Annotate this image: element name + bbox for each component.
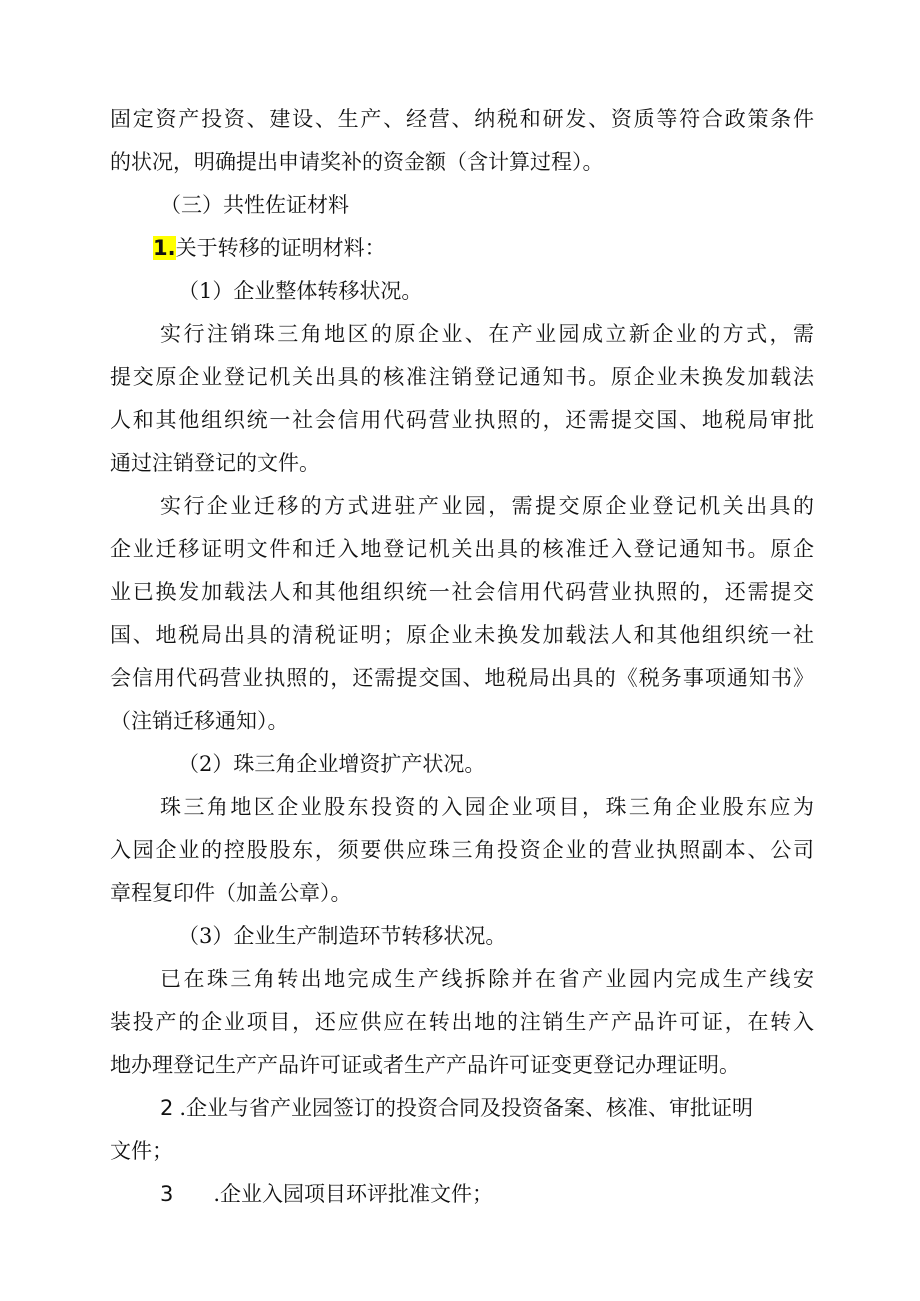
body-text-line: 地办理登记生产产品许可证或者生产产品许可证变更登记办理证明。 (110, 1053, 740, 1077)
section-heading: （三）共性佐证材料 (160, 193, 349, 217)
body-text-line: 入园企业的控股股东，须要供应珠三角投资企业的营业执照副本、公司 (110, 838, 814, 862)
highlighted-number: 1. (153, 236, 176, 260)
body-text-line: 文件； (110, 1139, 173, 1163)
body-text-line: 通过注销登记的文件。 (110, 451, 320, 475)
body-text-line: 提交原企业登记机关出具的核准注销登记通知书。原企业未换发加载法 (110, 365, 814, 389)
body-text-line: 企业迁移证明文件和迁入地登记机关出具的核准迁入登记通知书。原企 (110, 537, 814, 561)
body-text-line: 会信用代码营业执照的，还需提交国、地税局出具的《税务事项通知书》 (110, 666, 814, 690)
list-item-text: .企业入园项目环评批准文件； (213, 1182, 494, 1206)
body-text-line: 的状况，明确提出申请奖补的资金额（含计算过程）。 (110, 150, 604, 174)
body-text-line: 实行注销珠三角地区的原企业、在产业园成立新企业的方式，需 (160, 322, 814, 346)
body-text-line: 章程复印件（加盖公章）。 (110, 881, 352, 905)
list-item-text: 关于转移的证明材料： (175, 236, 386, 260)
body-text-line: （注销迁移通知）。 (110, 709, 289, 733)
body-text-line: 已在珠三角转出地完成生产线拆除并在省产业园内完成生产线安 (160, 967, 814, 991)
list-item-3 (160, 1179, 493, 1209)
body-text-line: 人和其他组织统一社会信用代码营业执照的，还需提交国、地税局审批 (110, 408, 814, 432)
body-text-line: 固定资产投资、建设、生产、经营、纳税和研发、资质等符合政策条件 (110, 107, 814, 131)
body-text-line: 国、地税局出具的清税证明；原企业未换发加载法人和其他组织统一社 (110, 623, 814, 647)
body-text-line: 装投产的企业项目，还应供应在转出地的注销生产产品许可证，在转入 (110, 1010, 814, 1034)
list-item-2 (160, 1093, 814, 1123)
subheading-1: （1）企业整体转移状况。 (178, 279, 423, 303)
list-number: 2 (160, 1096, 174, 1120)
body-text-line: 业已换发加载法人和其他组织统一社会信用代码营业执照的，还需提交 (110, 580, 814, 604)
list-item-1 (153, 233, 386, 263)
list-item-text: .企业与省产业园签订的投资合同及投资备案、核准、审批证明 (179, 1096, 754, 1120)
subheading-3: （3）企业生产制造环节转移状况。 (178, 924, 507, 948)
body-text-line: 实行企业迁移的方式进驻产业园，需提交原企业登记机关出具的 (160, 494, 814, 518)
list-number: 3 (160, 1182, 174, 1206)
body-text-line: 珠三角地区企业股东投资的入园企业项目，珠三角企业股东应为 (160, 795, 814, 819)
subheading-2: （2）珠三角企业增资扩产状况。 (178, 752, 486, 776)
